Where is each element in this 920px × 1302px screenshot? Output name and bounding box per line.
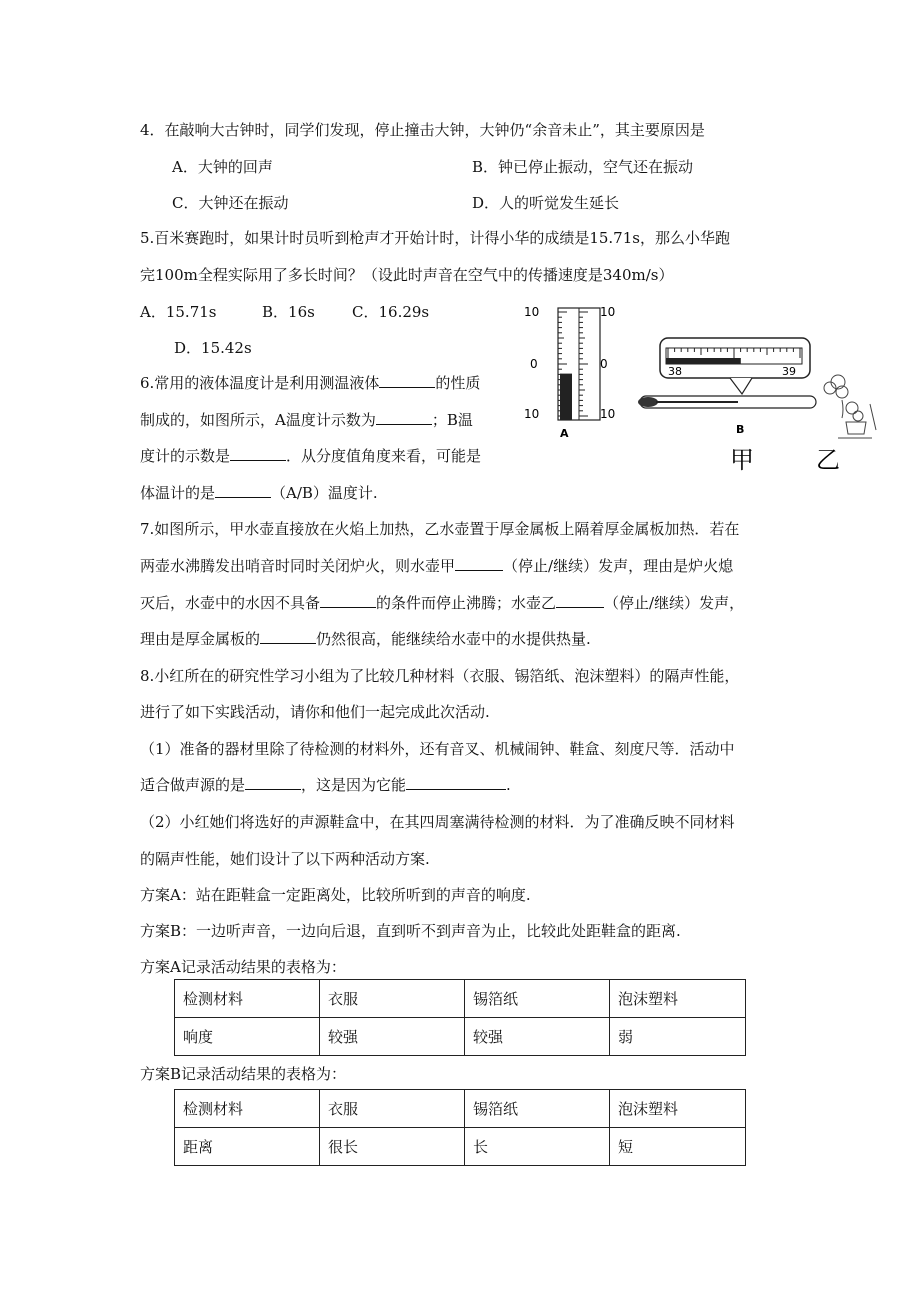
q6-text: 的性质 (435, 374, 481, 392)
q8-text: . (506, 776, 511, 794)
q6-text: ．从分度值角度来看，可能是 (286, 447, 482, 465)
table-b-caption: 方案B记录活动结果的表格为： (140, 1065, 347, 1083)
q8-part1-line-2 (140, 775, 511, 795)
q6-line-1 (140, 373, 480, 393)
thermometer-a-tick: 10 (524, 407, 540, 421)
q6-line-3 (140, 446, 481, 466)
q8-text: 适合做声源的是 (140, 776, 246, 794)
table-cell: 弱 (610, 1018, 746, 1056)
q6-text: （A/B）温度计. (271, 484, 378, 502)
q5-line-1: 5.百米赛跑时，如果计时员听到枪声才开始计时，计得小华的成绩是15.71s，那么小华跑 (140, 229, 730, 247)
answer-blank (215, 483, 271, 498)
q8-part2-line-2: 的隔声性能，她们设计了以下两种活动方案. (140, 850, 430, 868)
q8-part2-line-1: （2）小红她们将选好的声源鞋盒中，在其四周塞满待检测的材料．为了准确反映不同材料 (140, 813, 735, 831)
q7-text: 仍然很高，能继续给水壶中的水提供热量. (316, 630, 591, 648)
q8-line-2: 进行了如下实践活动，请你和他们一起完成此次活动. (140, 703, 490, 721)
q8-plan-a: 方案A：站在距鞋盒一定距离处，比较所听到的声音的响度. (140, 886, 531, 904)
q7-text: 理由是厚金属板的 (140, 630, 261, 648)
thermometer-a-tick: 0 (530, 357, 538, 371)
q5-option-d: D．15.42s (174, 339, 252, 357)
thermometer-a (524, 305, 615, 440)
thermometer-a-tick: 10 (524, 305, 540, 319)
table-cell: 较强 (320, 1018, 465, 1056)
q7-line-3 (140, 593, 744, 613)
table-cell: 锡箔纸 (465, 1090, 610, 1128)
q7-text: （停止/继续）发声，理由是炉火熄 (503, 557, 734, 575)
q8-line-1: 8.小红所在的研究性学习小组为了比较几种材料（衣服、锡箔纸、泡沫塑料）的隔声性能， (140, 667, 740, 685)
table-cell: 衣服 (320, 1090, 465, 1128)
table-row (175, 980, 746, 1018)
thermometer-a-liquid (560, 374, 572, 420)
table-cell: 较强 (465, 1018, 610, 1056)
q7-line-2 (140, 556, 733, 576)
table-cell: 短 (610, 1128, 746, 1166)
q6-text: ；B温 (431, 411, 473, 429)
thermometer-a-label: A (560, 427, 569, 440)
q6-text: 体温计的是 (140, 484, 216, 502)
answer-blank (379, 373, 435, 388)
answer-blank (230, 446, 286, 461)
answer-blank (260, 629, 316, 644)
q4-option-b: B．钟已停止振动，空气还在振动 (472, 158, 694, 176)
q6-line-2 (140, 410, 473, 430)
thermometer-b (638, 338, 816, 436)
q8-plan-b: 方案B：一边听声音，一边向后退，直到听不到声音为止，比较此处距鞋盒的距离. (140, 922, 681, 940)
q5-option-c: C．16.29s (352, 303, 430, 321)
answer-blank (245, 775, 301, 790)
q7-text: 的条件而停止沸腾；水壶乙 (376, 594, 557, 612)
q7-text: 灭后，水壶中的水因不具备 (140, 594, 321, 612)
q6-text: 度计的示数是 (140, 447, 231, 465)
thermometer-a-tick: 10 (600, 407, 616, 421)
thermometer-b-scale: 38 (668, 365, 682, 378)
q6-text: 6.常用的液体温度计是利用测温液体 (140, 374, 380, 392)
q4-option-c: C．大钟还在振动 (172, 194, 289, 212)
q8-text: ，这是因为它能 (301, 776, 407, 794)
q4-stem: 4．在敲响大古钟时，同学们发现，停止撞击大钟，大钟仍“余音未止”，其主要原因是 (140, 121, 705, 139)
answer-blank (320, 593, 376, 608)
answer-blank (406, 775, 506, 790)
thermometer-b-scale: 39 (782, 365, 796, 378)
table-b (174, 1089, 746, 1166)
table-cell: 锡箔纸 (465, 980, 610, 1018)
q7-text: 两壶水沸腾发出哨音时同时关闭炉火，则水壶甲 (140, 557, 456, 575)
answer-blank (376, 410, 432, 425)
thermometer-a-tick: 0 (600, 357, 608, 371)
table-row (175, 1090, 746, 1128)
table-cell: 距离 (175, 1128, 320, 1166)
q7-line-4 (140, 629, 591, 649)
table-cell: 检测材料 (175, 980, 320, 1018)
table-cell: 泡沫塑料 (610, 1090, 746, 1128)
table-row (175, 1018, 746, 1056)
figure-caption-jia: 甲 (730, 446, 754, 474)
table-a-caption: 方案A记录活动结果的表格为： (140, 958, 346, 976)
q7-text: （停止/继续）发声， (604, 594, 745, 612)
answer-blank (455, 556, 503, 571)
q5-option-b: B．16s (262, 303, 315, 321)
table-cell: 衣服 (320, 980, 465, 1018)
q6-text: 制成的，如图所示，A温度计示数为 (140, 411, 376, 429)
q8-part1-line-1: （1）准备的器材里除了待检测的材料外，还有音叉、机械闹钟、鞋盒、刻度尺等．活动中 (140, 740, 735, 758)
q5-option-a: A．15.71s (140, 303, 217, 321)
q4-option-a: A．大钟的回声 (172, 158, 273, 176)
figure-thermometers (520, 300, 910, 480)
table-cell: 响度 (175, 1018, 320, 1056)
table-cell: 长 (465, 1128, 610, 1166)
q5-line-2: 完100m全程实际用了多长时间？（设此时声音在空气中的传播速度是340m/s） (140, 266, 674, 284)
q7-line-1: 7.如图所示，甲水壶直接放在火焰上加热，乙水壶置于厚金属板上隔着厚金属板加热．若在 (140, 520, 740, 538)
thermometer-a-tick: 10 (600, 305, 616, 319)
answer-blank (556, 593, 604, 608)
table-cell: 泡沫塑料 (610, 980, 746, 1018)
thermometer-b-label: B (736, 423, 745, 436)
thermometer-b-liquid (666, 358, 741, 364)
figure-caption-yi: 乙 (816, 446, 840, 474)
table-row (175, 1128, 746, 1166)
kettle-icon (824, 375, 876, 438)
q6-line-4 (140, 483, 378, 503)
table-cell: 很长 (320, 1128, 465, 1166)
table-a (174, 979, 746, 1056)
q4-option-d: D．人的听觉发生延长 (472, 194, 620, 212)
table-cell: 检测材料 (175, 1090, 320, 1128)
